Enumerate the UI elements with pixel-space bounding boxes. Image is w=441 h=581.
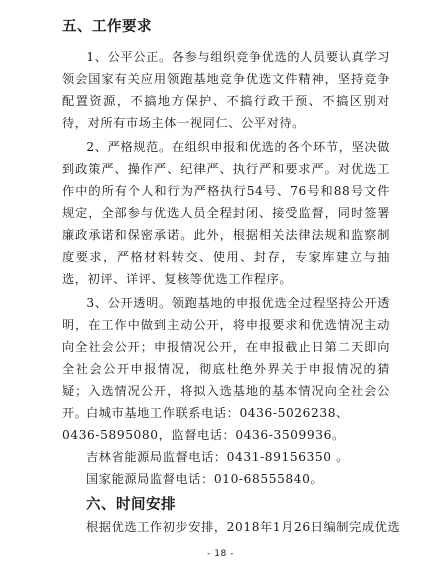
paragraph-transparency: 3、公开透明。领跑基地的申报优选全过程坚持公开透明，在工作中做到主动公开，将申报要求和优选情况主动向全社会公开；申报情况公开，在申报截止日第二天即向全社会公开申报情况，彻底杜绝外界关于申报情况的猜疑；入选情况公开，将拟入选基地的基本情况向全社会公开。 [62,296,390,420]
contact-national: 国家能源局监督电话：010-68555840。 [86,472,324,486]
section-5-heading: 五、工作要求 [62,19,152,35]
section-6-heading: 六、时间安排 [86,497,176,513]
contact-jilin: 吉林省能源局监督电话：0431-89156350 。 [86,450,349,464]
page-number: - 18 - [207,549,234,559]
paragraph-fairness: 1、公平公正。各参与组织竞争优选的人员要认真学习领会国家有关应用领跑基地竞争优选文件精神，坚持竞争配置资源，不搞地方保护、不搞行政干预、不搞区别对待，对所有市场主体一视同仁、公平对待。 [62,50,390,130]
paragraph-standardization: 2、严格规范。在组织申报和优选的各个环节，坚决做到政策严、操作严、纪律严、执行严和要求严。对优选工作中的所有个人和行为严格执行54号、76号和88号文件规定，全部参与优选人员全程封闭、接受监督，同时签署廉政承诺和保密承诺。此外，根据相关法律法规和监察制度要求，严格材料转交、使用、封存，专家库建立与抽选，初评、详评、复核等优选工作程序。 [62,140,390,286]
paragraph-schedule: 根据优选工作初步安排，2018年1月26日编制完成优选 [86,520,401,534]
contact-baicheng-line2: 0436-5895080，监督电话：0436-3509936。 [62,428,345,442]
contact-baicheng-line1: 白城市基地工作联系电话：0436-5026238、 [86,406,349,420]
